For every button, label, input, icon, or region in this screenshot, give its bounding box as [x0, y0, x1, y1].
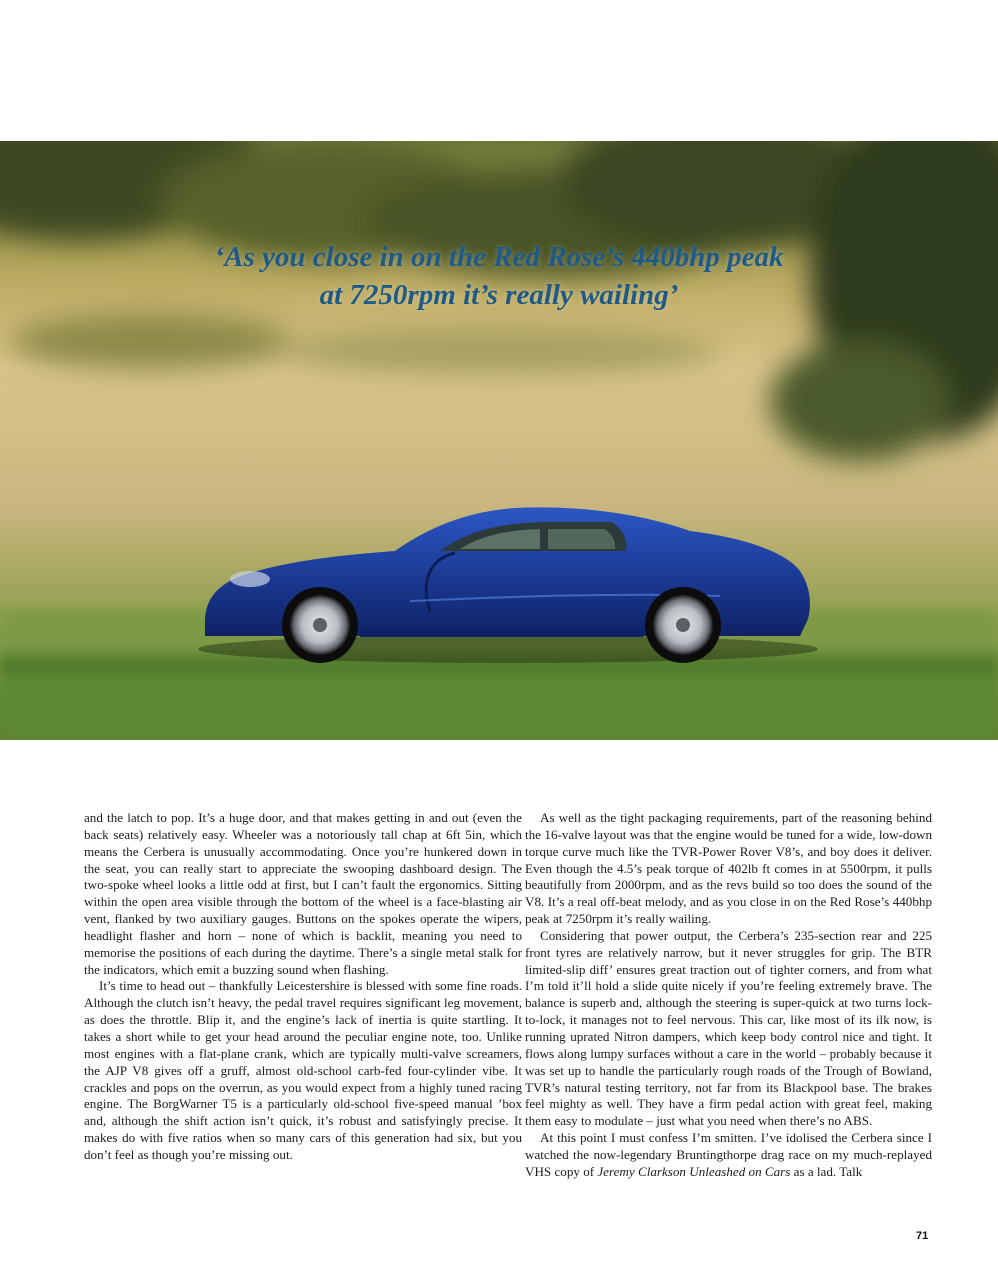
car-photo-illustration	[0, 141, 998, 740]
right-paragraph-3-end: as a lad. Talk	[790, 1163, 863, 1179]
page-number: 71	[916, 1230, 929, 1242]
right-paragraph-2: Considering that power output, the Cerbera’s 235-section rear and 225 front tyres are relatively narrow, but it never struggles for grip. The BTR limited-slip diff’ ensures great traction out of tighter corners, and from what I’m told it’ll hold a slide quite nicely if you’re feeling extremely brave. The balance is superb and, although the steering is super-quick at two turns lock-to-lock, it manages not to feel nervous. This car, like most of its ilk now, is running uprated Nitron dampers, which keep body control nice and tight. It flows along lumpy surfaces without a care in the world – probably because it was set up to handle the particularly rough roads of the Trough of Bowland, TVR’s natural testing territory, not far from its Blackpool base. The brakes feel mighty as well. They have a firm pedal action with great feel, making them easy to modulate – just what you need when there’s no ABS.	[525, 927, 932, 1129]
pull-quote-line-2: at 7250rpm it’s really wailing’	[319, 279, 679, 311]
pull-quote-line-1: ‘As you close in on the Red Rose’s 440bhp peak	[214, 241, 784, 273]
book-title: Jeremy Clarkson Unleashed on Cars	[597, 1163, 791, 1179]
right-paragraph-3-text: At this point I must confess I’m smitten. I’ve idolised the Cerbera since I watched the now-legendary Bruntingthorpe drag race on my much-replayed VHS copy of	[525, 1130, 932, 1179]
left-paragraph-1: and the latch to pop. It’s a huge door, and that makes getting in and out (even the back seats) relatively easy. Wheeler was a notoriously tall chap at 6ft 5in, which means the Cerbera is unusually accommodating. Once you’re hunkered down in the seat, you can really start to appreciate the swooping dashboard design. The two-spoke wheel looks a little odd at first, but I can’t fault the ergonomics. Sitting within the open area visible through the bottom of the wheel is a face-blasting air vent, flanked by two auxiliary gauges. Buttons on the spokes operate the wipers, headlight flasher and horn – none of which is backlit, meaning you need to memorise the positions of each during the daytime. There’s a single metal stalk for the indicators, which emit a buzzing sound when flashing.	[84, 810, 522, 977]
blue-sports-car	[198, 507, 818, 663]
body-column-right	[525, 810, 932, 1181]
body-column-left	[84, 810, 522, 1164]
hero-photo	[0, 141, 998, 740]
right-paragraph-1: As well as the tight packaging requirements, part of the reasoning behind the 16-valve layout was that the engine would be tuned for a wide, low-down torque curve much like the TVR-Power Rover V8’s, and boy does it deliver. Even though the 4.5’s peak torque of 402lb ft comes in at 5500rpm, it pulls beautifully from 2000rpm, and as the revs build so too does the sound of the V8. It’s a real off-beat melody, and as you close in on the Red Rose’s 440bhp peak at 7250rpm it’s really wailing.	[525, 810, 932, 927]
left-paragraph-2: It’s time to head out – thankfully Leicestershire is blessed with some fine roads. Although the clutch isn’t heavy, the pedal travel requires significant leg movement, as does the throttle. Blip it, and the engine’s lack of inertia is quite startling. It takes a short while to get your head around the peculiar engine note, too. Unlike most engines with a flat-plane crank, which are typically multi-valve screamers, the AJP V8 gives off a gruff, almost old-school carb-fed four-cylinder vibe. It crackles and pops on the overrun, as you would expect from a highly tuned racing engine. The BorgWarner T5 is a particularly old-school five-speed manual ’box and, although the shift action isn’t quick, it’s robust and satisfyingly precise. It makes do with five ratios when so many cars of this generation had six, but you don’t feel as though you’re missing out.	[84, 978, 522, 1162]
pull-quote	[0, 238, 998, 314]
right-paragraph-3	[525, 1130, 932, 1181]
